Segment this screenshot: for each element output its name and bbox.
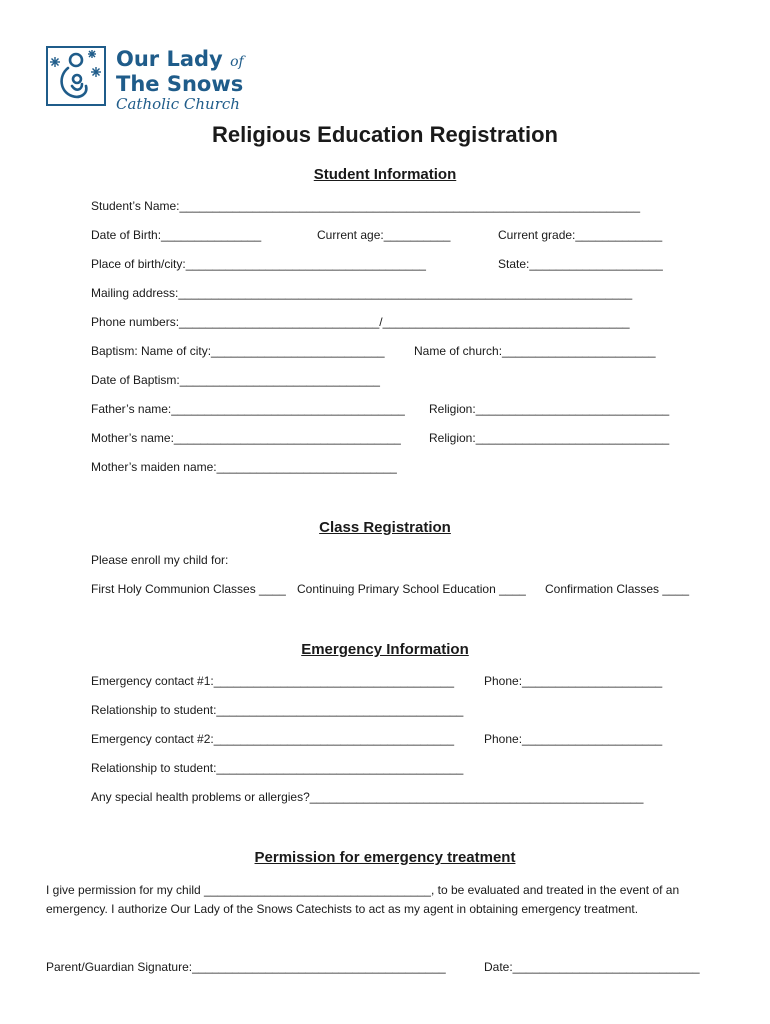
emergency-phone-1-field[interactable]: Phone:_____________________ (484, 674, 663, 688)
confirmation-option[interactable]: Confirmation Classes ____ (545, 582, 690, 596)
emergency-info-heading: Emergency Information (301, 641, 469, 658)
first-communion-option[interactable]: First Holy Communion Classes ____ (91, 582, 286, 596)
current-age-field[interactable]: Current age:__________ (317, 228, 451, 242)
mother-religion-field[interactable]: Religion:_____________________________ (429, 431, 670, 445)
signature-date-field[interactable]: Date:____________________________ (484, 960, 700, 974)
logo-line2: The Snows (116, 72, 244, 96)
mother-child-snowflake-icon (46, 46, 106, 106)
logo-line1: Our Lady (116, 47, 223, 71)
enroll-prompt: Please enroll my child for: (91, 553, 229, 567)
continuing-primary-option[interactable]: Continuing Primary School Education ____ (297, 582, 526, 596)
permission-paragraph[interactable]: I give permission for my child __________________________________, to be evaluated and treated in the event of an emergency. I authorize Our Lady of the Snows Catechists to act as my agent in obtaining emergency treatment. (46, 883, 680, 916)
current-grade-field[interactable]: Current grade:_____________ (498, 228, 663, 242)
father-religion-field[interactable]: Religion:_____________________________ (429, 402, 670, 416)
logo-line3: Catholic Church (116, 95, 240, 113)
phone-numbers-field[interactable]: Phone numbers:______________________________/_____________________________________ (91, 315, 630, 329)
student-info-heading: Student Information (313, 166, 457, 183)
baptism-church-field[interactable]: Name of church:_______________________ (414, 344, 656, 358)
logo-line1-of: of (230, 54, 244, 70)
relationship-2-field[interactable]: Relationship to student:_____________________________________ (91, 761, 464, 775)
church-logo (46, 46, 256, 113)
relationship-1-field[interactable]: Relationship to student:_____________________________________ (91, 703, 464, 717)
page-title: Religious Education Registration (212, 122, 558, 147)
parent-signature-field[interactable]: Parent/Guardian Signature:______________________________________ (46, 960, 446, 974)
date-of-baptism-field[interactable]: Date of Baptism:______________________________ (91, 373, 380, 387)
logo-wordmark (116, 48, 244, 113)
health-problems-field[interactable]: Any special health problems or allergies?__________________________________________________ (91, 790, 644, 804)
emergency-phone-2-field[interactable]: Phone:_____________________ (484, 732, 663, 746)
emergency-contact-2-field[interactable]: Emergency contact #2:____________________________________ (91, 732, 454, 746)
fathers-name-field[interactable]: Father’s name:___________________________________ (91, 402, 405, 416)
mothers-name-field[interactable]: Mother’s name:__________________________________ (91, 431, 401, 445)
permission-heading: Permission for emergency treatment (254, 849, 516, 866)
place-of-birth-field[interactable]: Place of birth/city:____________________________________ (91, 257, 426, 271)
baptism-city-field[interactable]: Baptism: Name of city:__________________________ (91, 344, 385, 358)
students-name-field[interactable]: Student’s Name:_____________________________________________________________________ (91, 199, 640, 213)
emergency-contact-1-field[interactable]: Emergency contact #1:____________________________________ (91, 674, 454, 688)
mailing-address-field[interactable]: Mailing address:____________________________________________________________________ (91, 286, 633, 300)
state-field[interactable]: State:____________________ (498, 257, 663, 271)
mothers-maiden-name-field[interactable]: Mother’s maiden name:___________________________ (91, 460, 397, 474)
class-registration-heading: Class Registration (319, 519, 451, 536)
date-of-birth-field[interactable]: Date of Birth:_______________ (91, 228, 262, 242)
